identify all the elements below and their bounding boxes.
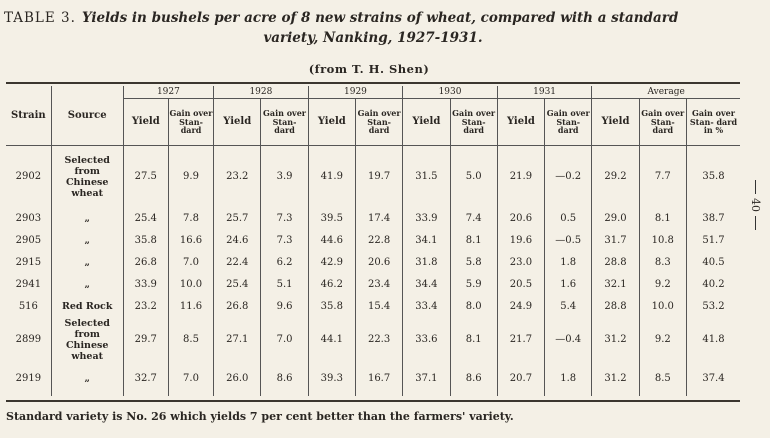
value-cell: 32.1 — [592, 274, 639, 296]
value-cell: 29.0 — [592, 208, 639, 230]
value-cell: 10.0 — [168, 274, 213, 296]
table-label: TABLE 3. — [4, 10, 76, 26]
value-cell: —0.2 — [545, 146, 592, 208]
value-cell: 1.8 — [545, 252, 592, 274]
value-cell: 25.4 — [123, 208, 168, 230]
gain-header: Gain over Stan- dard — [450, 99, 497, 146]
page-number-text: 40 — [749, 198, 762, 212]
year-1930-header: 1930 — [403, 86, 498, 99]
value-cell: 9.9 — [168, 146, 213, 208]
table-body — [6, 146, 740, 396]
value-cell: 11.6 — [168, 296, 213, 318]
yield-header: Yield — [592, 99, 639, 146]
value-cell: 37.4 — [686, 362, 740, 396]
value-cell: 8.3 — [639, 252, 686, 274]
yield-header: Yield — [403, 99, 450, 146]
value-cell: 5.8 — [450, 252, 497, 274]
strain-cell: 2915 — [15, 257, 42, 268]
value-cell: 20.7 — [497, 362, 544, 396]
value-cell: 8.1 — [450, 318, 497, 362]
value-cell: 7.3 — [261, 230, 308, 252]
value-cell: 9.2 — [639, 318, 686, 362]
value-cell: 19.7 — [355, 146, 402, 208]
yield-header: Yield — [497, 99, 544, 146]
value-cell: 20.6 — [355, 252, 402, 274]
value-cell: 22.8 — [355, 230, 402, 252]
value-cell: 7.0 — [168, 362, 213, 396]
value-cell: 29.2 — [592, 146, 639, 208]
value-cell: 35.8 — [308, 296, 355, 318]
table-row — [6, 296, 740, 318]
value-cell: 28.8 — [592, 252, 639, 274]
strain-cell: 2941 — [15, 279, 42, 290]
bottom-rule — [6, 400, 740, 402]
value-cell: 44.1 — [308, 318, 355, 362]
value-cell: —0.5 — [545, 230, 592, 252]
source-cell: „ — [51, 362, 123, 396]
value-cell: 6.2 — [261, 252, 308, 274]
value-cell: 7.0 — [261, 318, 308, 362]
value-cell: 31.5 — [403, 146, 450, 208]
value-cell: 35.8 — [686, 146, 740, 208]
yield-header: Yield — [308, 99, 355, 146]
value-cell: 9.6 — [261, 296, 308, 318]
value-cell: —0.4 — [545, 318, 592, 362]
value-cell: 32.7 — [123, 362, 168, 396]
source-cell: „ — [51, 274, 123, 296]
value-cell: 28.8 — [592, 296, 639, 318]
value-cell: 33.9 — [123, 274, 168, 296]
value-cell: 24.9 — [497, 296, 544, 318]
yield-table — [6, 86, 740, 396]
table-row — [6, 252, 740, 274]
value-cell: 25.4 — [214, 274, 261, 296]
year-1929-header: 1929 — [308, 86, 403, 99]
gain-header: Gain over Stan- dard — [355, 99, 402, 146]
top-rule — [6, 82, 740, 84]
average-header: Average — [592, 86, 740, 99]
value-cell: 25.7 — [214, 208, 261, 230]
value-cell: 34.4 — [403, 274, 450, 296]
value-cell: 40.2 — [686, 274, 740, 296]
table-row — [6, 318, 740, 362]
value-cell: 8.1 — [639, 208, 686, 230]
gain-header: Gain over Stan- dard — [168, 99, 213, 146]
value-cell: 23.2 — [123, 296, 168, 318]
value-cell: 10.0 — [639, 296, 686, 318]
value-cell: 20.6 — [497, 208, 544, 230]
table-row — [6, 274, 740, 296]
value-cell: 29.7 — [123, 318, 168, 362]
page-dash-bottom — [755, 216, 756, 230]
page-number — [748, 180, 762, 230]
source-cell: „ — [51, 208, 123, 230]
value-cell: 17.4 — [355, 208, 402, 230]
value-cell: 1.6 — [545, 274, 592, 296]
value-cell: 7.4 — [450, 208, 497, 230]
footnote: Standard variety is No. 26 which yields 7 per cent better than the farmers' variety. — [6, 410, 514, 423]
strain-cell: 2903 — [15, 213, 42, 224]
value-cell: 7.8 — [168, 208, 213, 230]
value-cell: 7.0 — [168, 252, 213, 274]
value-cell: 5.4 — [545, 296, 592, 318]
value-cell: 8.6 — [450, 362, 497, 396]
value-cell: 23.0 — [497, 252, 544, 274]
value-cell: 8.6 — [261, 362, 308, 396]
title-line-1: Yields in bushels per acre of 8 new strains of wheat, compared with a standard — [81, 10, 679, 26]
strain-cell: 516 — [18, 301, 38, 312]
gain-header: Gain over Stan- dard — [545, 99, 592, 146]
value-cell: 24.6 — [214, 230, 261, 252]
value-cell: 33.9 — [403, 208, 450, 230]
year-header-row — [6, 86, 740, 99]
strain-cell: 2919 — [15, 373, 42, 384]
value-cell: 22.3 — [355, 318, 402, 362]
value-cell: 16.7 — [355, 362, 402, 396]
value-cell: 41.9 — [308, 146, 355, 208]
value-cell: 7.3 — [261, 208, 308, 230]
value-cell: 3.9 — [261, 146, 308, 208]
source-cell: Red Rock — [51, 296, 123, 318]
value-cell: 5.1 — [261, 274, 308, 296]
value-cell: 16.6 — [168, 230, 213, 252]
value-cell: 26.8 — [214, 296, 261, 318]
strain-cell: 2899 — [15, 334, 42, 345]
source-cell: Selected from Chinese wheat — [51, 318, 123, 362]
table-source: (from T. H. Shen) — [308, 62, 430, 76]
year-1931-header: 1931 — [497, 86, 592, 99]
yield-header: Yield — [214, 99, 261, 146]
value-cell: 31.8 — [403, 252, 450, 274]
strain-cell: 2902 — [15, 171, 42, 183]
value-cell: 8.5 — [168, 318, 213, 362]
value-cell: 42.9 — [308, 252, 355, 274]
value-cell: 33.6 — [403, 318, 450, 362]
value-cell: 5.9 — [450, 274, 497, 296]
value-cell: 8.5 — [639, 362, 686, 396]
source-cell: „ — [51, 252, 123, 274]
strain-cell: 2905 — [15, 235, 42, 246]
source-header: Source — [51, 86, 123, 146]
year-1927-header: 1927 — [123, 86, 213, 99]
gain-header: Gain over Stan- dard — [639, 99, 686, 146]
table-row — [6, 208, 740, 230]
value-cell: 19.6 — [497, 230, 544, 252]
page-dash-top — [755, 180, 756, 194]
value-cell: 31.7 — [592, 230, 639, 252]
value-cell: 27.1 — [214, 318, 261, 362]
value-cell: 21.9 — [497, 146, 544, 208]
value-cell: 31.2 — [592, 362, 639, 396]
yield-header: Yield — [123, 99, 168, 146]
table-row — [6, 146, 740, 208]
value-cell: 41.8 — [686, 318, 740, 362]
year-1928-header: 1928 — [214, 86, 309, 99]
value-cell: 37.1 — [403, 362, 450, 396]
value-cell: 20.5 — [497, 274, 544, 296]
value-cell: 33.4 — [403, 296, 450, 318]
strain-header: Strain — [6, 86, 51, 146]
table-row — [6, 362, 740, 396]
title-line-2: variety, Nanking, 1927-1931. — [263, 30, 483, 46]
value-cell: 27.5 — [123, 146, 168, 208]
value-cell: 53.2 — [686, 296, 740, 318]
value-cell: 51.7 — [686, 230, 740, 252]
value-cell: 44.6 — [308, 230, 355, 252]
table-title — [4, 8, 742, 48]
value-cell: 10.8 — [639, 230, 686, 252]
value-cell: 39.3 — [308, 362, 355, 396]
gain-header: Gain over Stan- dard — [261, 99, 308, 146]
source-cell: „ — [51, 230, 123, 252]
value-cell: 40.5 — [686, 252, 740, 274]
value-cell: 21.7 — [497, 318, 544, 362]
value-cell: 8.0 — [450, 296, 497, 318]
value-cell: 23.2 — [214, 146, 261, 208]
value-cell: 38.7 — [686, 208, 740, 230]
value-cell: 8.1 — [450, 230, 497, 252]
table-row — [6, 230, 740, 252]
value-cell: 31.2 — [592, 318, 639, 362]
source-cell: Selected from Chinese wheat — [51, 146, 123, 208]
value-cell: 9.2 — [639, 274, 686, 296]
value-cell: 26.0 — [214, 362, 261, 396]
value-cell: 35.8 — [123, 230, 168, 252]
value-cell: 22.4 — [214, 252, 261, 274]
value-cell: 0.5 — [545, 208, 592, 230]
value-cell: 15.4 — [355, 296, 402, 318]
value-cell: 1.8 — [545, 362, 592, 396]
value-cell: 26.8 — [123, 252, 168, 274]
value-cell: 46.2 — [308, 274, 355, 296]
value-cell: 7.7 — [639, 146, 686, 208]
value-cell: 23.4 — [355, 274, 402, 296]
gain-percent-header: Gain over Stan- dard in % — [686, 99, 740, 146]
value-cell: 5.0 — [450, 146, 497, 208]
value-cell: 39.5 — [308, 208, 355, 230]
value-cell: 34.1 — [403, 230, 450, 252]
